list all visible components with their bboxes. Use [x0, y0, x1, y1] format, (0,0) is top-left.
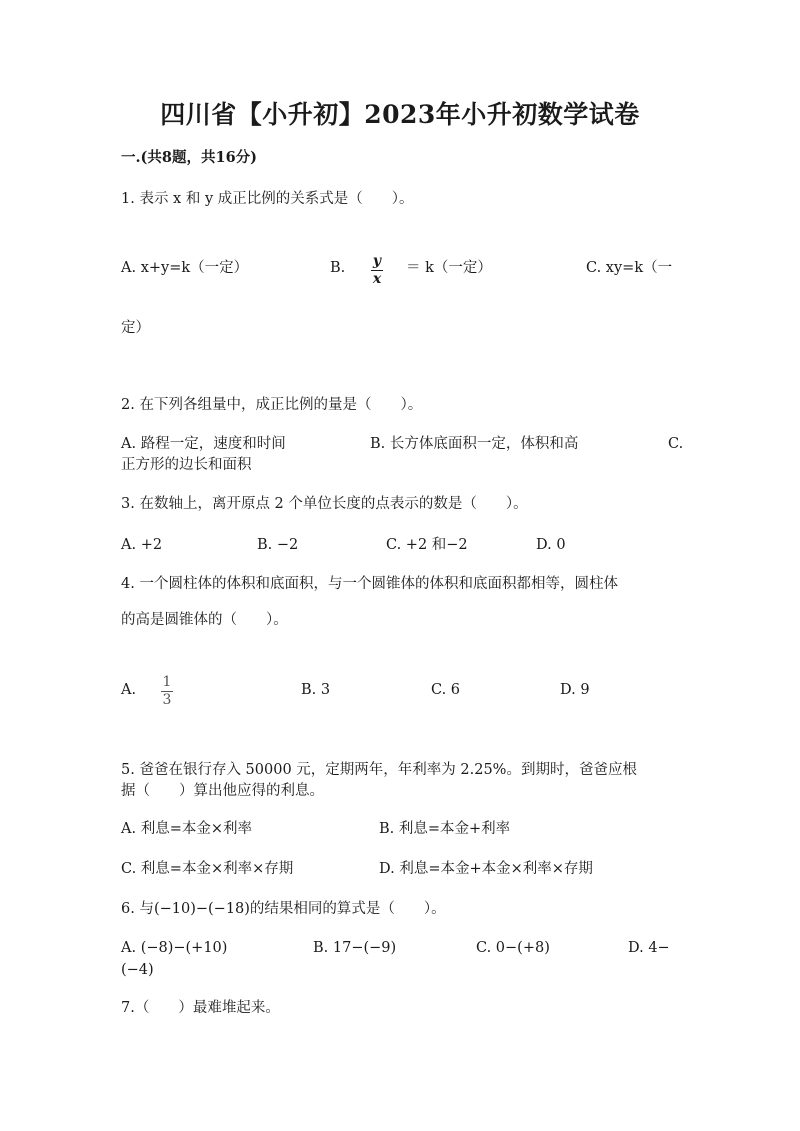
question-3-option-b: B. −2: [257, 537, 299, 553]
section-heading: 一.(共8题，共16分): [121, 149, 258, 166]
question-6-option-d: D. 4−: [628, 940, 670, 956]
question-1-option-b-label: B.: [330, 260, 346, 276]
fraction-numerator: y: [372, 253, 382, 269]
question-3-stem: 3. 在数轴上，离开原点 2 个单位长度的点表示的数是（ ）。: [121, 496, 528, 512]
question-4-option-a-label: A.: [121, 682, 137, 698]
question-4-option-b: B. 3: [301, 682, 331, 698]
question-1-stem: 1. 表示 x 和 y 成正比例的关系式是（ ）。: [121, 191, 414, 207]
exam-title: 四川省【小升初】2023年小升初数学试卷: [160, 100, 640, 129]
fraction-denominator: 3: [162, 692, 172, 708]
question-1-option-a: A. x+y=k（一定）: [121, 260, 249, 276]
question-1-option-c: C. xy=k（一: [586, 260, 673, 276]
question-5-option-a: A. 利息=本金×利率: [121, 821, 252, 837]
question-6-stem: 6. 与(−10)−(−18)的结果相同的算式是（ ）。: [121, 901, 446, 917]
question-5-stem-line-1: 5. 爸爸在银行存入 50000 元，定期两年，年利率为 2.25%。到期时，爸爸应根: [121, 762, 637, 778]
question-4-option-a-fraction: [161, 675, 173, 708]
question-4-option-d: D. 9: [560, 682, 590, 698]
question-5-option-b: B. 利息=本金+利率: [379, 821, 511, 837]
question-4-stem-line-1: 4. 一个圆柱体的体积和底面积，与一个圆锥体的体积和底面积都相等，圆柱体: [121, 576, 618, 592]
question-3-option-c: C. +2 和−2: [386, 537, 468, 553]
question-5-stem-line-2: 据（ ）算出他应得的利息。: [121, 783, 324, 799]
question-4-option-c: C. 6: [431, 682, 461, 698]
question-6-option-d-continued: (−4): [121, 962, 154, 978]
question-1-option-b-fraction: [371, 254, 383, 287]
question-1-option-c-continued: 定）: [121, 320, 150, 336]
question-2-option-a: A. 路程一定，速度和时间: [121, 436, 286, 452]
question-2-option-c-continued: 正方形的边长和面积: [121, 457, 252, 473]
fraction-denominator: x: [372, 271, 382, 287]
question-6-option-a: A. (−8)−(+10): [121, 940, 228, 956]
question-5-option-c: C. 利息=本金×利率×存期: [121, 861, 294, 877]
question-3-option-d: D. 0: [536, 537, 566, 553]
question-1-option-b-rest: ＝ k（一定）: [406, 260, 492, 276]
question-3-option-a: A. +2: [121, 537, 163, 553]
question-2-stem: 2. 在下列各组量中，成正比例的量是（ ）。: [121, 397, 423, 413]
question-6-option-c: C. 0−(+8): [476, 940, 550, 956]
question-2-option-c: C.: [668, 436, 684, 452]
question-7-stem: 7.（ ）最难堆起来。: [121, 1000, 280, 1016]
question-4-stem-line-2: 的高是圆锥体的（ ）。: [121, 612, 288, 628]
fraction-numerator: 1: [162, 674, 172, 690]
question-6-option-b: B. 17−(−9): [313, 940, 397, 956]
question-2-option-b: B. 长方体底面积一定，体积和高: [370, 436, 579, 452]
question-5-option-d: D. 利息=本金+本金×利率×存期: [379, 861, 593, 877]
